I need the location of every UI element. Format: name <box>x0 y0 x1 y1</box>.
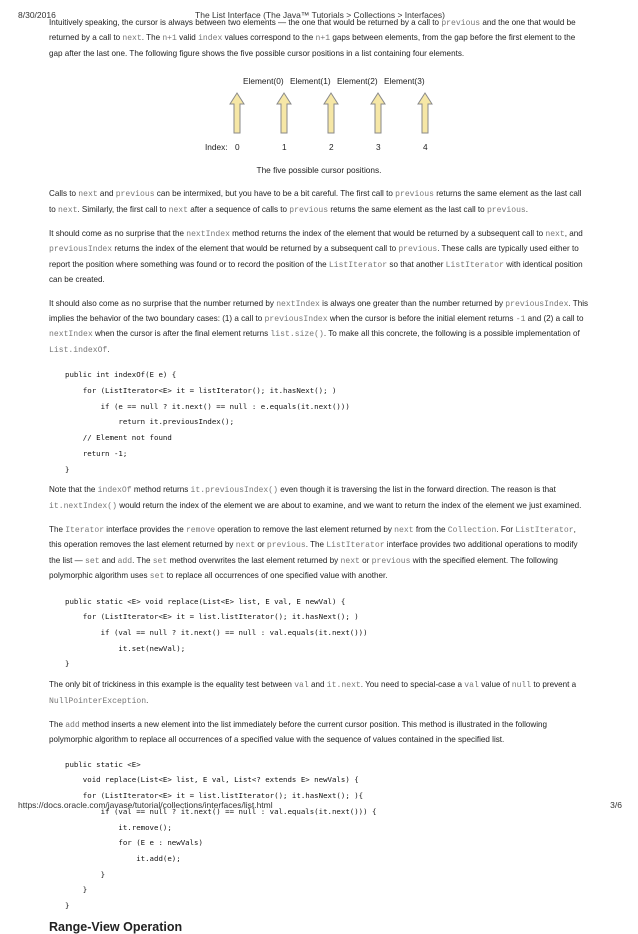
index-value: 4 <box>423 142 428 153</box>
section-heading: Range-View Operation <box>49 919 183 934</box>
paragraph-boundary-cases: It should also come as no surprise that the number returned by nextIndex is always one greater than the number returned by previousIndex. This implies the behavior of the two boundary cases: (1) a call to previousIndex when the cursor is before the initial element returns -1 and (2) a call to nextIndex when the cursor is after the final element returns list.size(). To make all this concrete, the following is a possible implementation of List.indexOf. <box>49 298 589 355</box>
index-value: 1 <box>282 142 287 153</box>
paragraph-indexof-note: Note that the indexOf method returns it.previousIndex() even though it is traversing the list in the forward direction. The reason is that it.nextIndex() would return the index of the element we are about to examine, and we want to return the index of the element we just examined. <box>49 485 582 511</box>
main-content <box>49 16 589 934</box>
inline-code: previous <box>441 19 481 28</box>
paragraph-intermixing: Calls to next and previous can be intermixed, but you have to be a bit careful. The first call to previous returns the same element as the last call to next. Similarly, the first call to next after a sequence of calls to previous returns the same element as the last call to previous. <box>49 189 582 215</box>
index-value: 3 <box>376 142 381 153</box>
code-block-indexof: public int indexOf(E e) { for (ListIterator<E> it = listIterator(); it.hasNext(); ) if (e == null ? it.next() == null : e.equals(it.next())) return it.previousIndex(); // Element not found return -1; } <box>65 370 350 474</box>
paragraph-remove-set-add: The Iterator interface provides the remove operation to remove the last element returned by next from the Collection. For ListIterator, this operation removes the last element returned by next or previous. The ListIterator interface provides two additional operations to modify the list — set and add. The set method overwrites the last element returned by next or previous with the specified element. The following polymorphic algorithm uses set to replace all occurrences of one specified value with another. <box>49 525 578 582</box>
print-title: The List Interface (The Java™ Tutorials > Collections > Interfaces) <box>195 10 445 20</box>
code-block-replace-add: public static <E> void replace(List<E> list, E val, List<? extends E> newVals) { for (ListIterator<E> it = list.listIterator(); it.hasNext(); ){ if (val == null ? it.next() == null : val.equals(it.next())) { it.remove(); for (E e : newVals) it.add(e); } } } <box>65 759 377 911</box>
inline-code: index <box>198 34 223 44</box>
element-label: Element(2) <box>337 76 378 87</box>
inline-code: next <box>122 34 142 44</box>
cursor-positions-figure <box>49 70 589 210</box>
cursor-arrow-icon <box>276 92 292 134</box>
cursor-arrow-icon <box>370 92 386 134</box>
index-value: 2 <box>329 142 334 153</box>
inline-code: n+1 <box>162 34 177 44</box>
page-footer <box>18 800 622 810</box>
index-label: Index: <box>205 142 228 153</box>
index-value: 0 <box>235 142 240 153</box>
figure-caption: The five possible cursor positions. <box>256 165 382 176</box>
paragraph-cursor-intro: Intuitively speaking, the cursor is always between two elements — the one that would be returned by a call to previous and the one that would be returned by a call to next. The n+1 valid index values correspond to the n+1 gaps between elements, from the gap before the first element to the gap after the last one. The following figure shows the five possible cursor positions in a list containing four elements. <box>49 18 576 58</box>
print-date: 8/30/2016 <box>18 10 56 20</box>
element-label: Element(1) <box>290 76 331 87</box>
cursor-arrow-icon <box>323 92 339 134</box>
cursor-arrow-icon <box>229 92 245 134</box>
paragraph-add-method: The add method inserts a new element into the list immediately before the current cursor position. This method is illustrated in the following polymorphic algorithm to replace all occurrences of a specified value with the sequence of values contained in the specified list. <box>49 719 548 745</box>
paragraph-null-trickiness: The only bit of trickiness in this example is the equality test between val and it.next. You need to special-case a val value of null to prevent a NullPointerException. <box>49 680 577 706</box>
element-label: Element(0) <box>243 76 284 87</box>
cursor-arrow-icon <box>417 92 433 134</box>
footer-url[interactable]: https://docs.oracle.com/javase/tutorial/collections/interfaces/list.html <box>18 800 273 810</box>
page-number: 3/6 <box>610 800 622 810</box>
paragraph-nextindex: It should come as no surprise that the nextIndex method returns the index of the element that would be returned by a subsequent call to next, and previousIndex returns the index of the element that would be returned by a subsequent call to previous. These calls are typically used either to report the position where something was found or to record the position of the ListIterator so that another ListIterator with identical position can be created. <box>49 229 583 285</box>
element-label: Element(3) <box>384 76 425 87</box>
code-block-replace-set: public static <E> void replace(List<E> list, E val, E newVal) { for (ListIterator<E> it = list.listIterator(); it.hasNext(); ) if (val == null ? it.next() == null : val.equals(it.next())) it.set(newVal); } <box>65 596 368 669</box>
inline-code: n+1 <box>315 34 331 44</box>
